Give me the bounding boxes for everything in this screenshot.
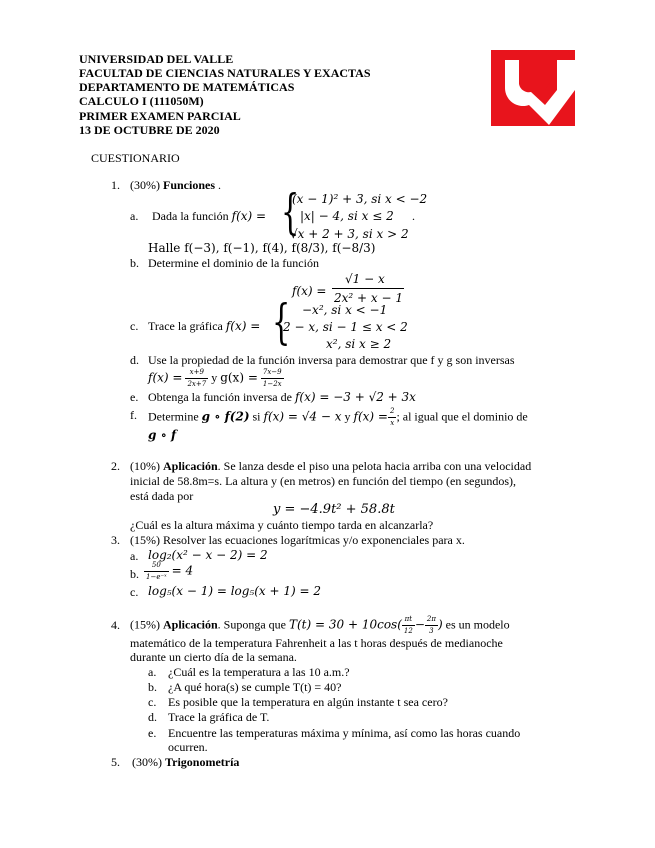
q1b-numerator: √1 − x (345, 272, 385, 286)
q1f-si: si (252, 409, 261, 424)
q1a-case-1: (x − 1)² + 3, si x < −2 (292, 192, 428, 206)
q1a-period: . (412, 209, 415, 223)
q1d-g-num: 7x−9 (261, 367, 284, 379)
q4e-label: e. (148, 726, 157, 740)
q4b-label: b. (148, 680, 157, 694)
q1a-fx: f(x) = (231, 209, 267, 223)
q1b-label: b. (130, 256, 139, 270)
q4-frac2-den: 3 (429, 627, 434, 635)
q1c-fx: f(x) = (225, 319, 261, 333)
q1e-label: e. (130, 390, 139, 404)
q3b-den: 1−e⁻ˣ (146, 573, 167, 581)
q1e-text (148, 390, 416, 404)
q3b-frac (144, 560, 169, 583)
q4c-text: Es posible que la temperatura en algún instante t sea cero? (168, 695, 448, 709)
q1c-case-3: x², si x ≥ 2 (326, 337, 392, 351)
q1-heading (130, 178, 221, 192)
q1d-functions (148, 367, 284, 390)
q4a-text: ¿Cuál es la temperatura a las 10 a.m.? (168, 665, 350, 679)
q4d-text: Trace la gráfica de T. (168, 710, 270, 724)
q4e-text-1: Encuentre las temperaturas máxima y mínima, así como las horas cuando (168, 726, 521, 740)
header-course: CALCULO I (111050M) (79, 94, 204, 108)
q1d-y: y (211, 370, 218, 385)
q2-equation: y = −4.9t² + 58.8t (273, 502, 395, 517)
q1f-domain-expr: g ∘ f (148, 428, 177, 442)
q3-number: 3. (111, 533, 120, 547)
q1d-f-frac (185, 367, 208, 390)
header-date: 13 DE OCTUBRE DE 2020 (79, 123, 220, 137)
q1d-f-num: x+9 (185, 367, 208, 379)
q1-dot: . (218, 178, 222, 192)
q1e-expr: f(x) = −3 + √2 + 3x (294, 390, 416, 404)
header-department: DEPARTAMENTO DE MATEMÁTICAS (79, 80, 295, 94)
q1b-fx: f(x) = (292, 284, 327, 298)
q1f-composition: g ∘ f(2) (201, 409, 250, 424)
q1f-y: y (344, 409, 351, 424)
q1c-label: c. (130, 319, 139, 333)
q1a-prompt: Dada la función (152, 209, 229, 223)
q1d-text: Use la propiedad de la función inversa para demostrar que f y g son inversas (148, 353, 515, 367)
q4-frac1-num: πt (402, 614, 415, 626)
q5-percent: (30%) (132, 755, 162, 769)
q3c-label: c. (130, 585, 139, 599)
q4b-text: ¿A qué hora(s) se cumple T(t) = 40? (168, 680, 342, 694)
q5-title: Trigonometría (165, 755, 240, 769)
q1a-case-2: |x| − 4, si x ≤ 2 (300, 209, 394, 223)
q1d-g-den: 1−2x (262, 380, 282, 388)
q4-close: ) (437, 617, 443, 632)
header-exam: PRIMER EXAMEN PARCIAL (79, 109, 241, 123)
q1e-prompt: Obtenga la función inversa de (148, 390, 292, 404)
q4d-label: d. (148, 710, 157, 724)
q3b-num: 50 (144, 560, 169, 572)
q1f-label: f. (130, 408, 137, 422)
q1f-fx2: f(x) = (353, 409, 388, 424)
q4-frac-1 (402, 614, 415, 637)
q1f-frac-num: 2 (388, 406, 396, 418)
q1f-text (148, 406, 528, 429)
q1d-g: g(x) = (220, 370, 258, 385)
q3a-expr: log₂(x² − x − 2) = 2 (148, 548, 268, 562)
q4-frac1-den: 12 (403, 627, 413, 635)
q4-percent: (15%) (130, 617, 160, 632)
q1a-halle: Halle f(−3), f(−1), f(4), f(8/3), f(−8/3) (148, 241, 376, 255)
q5-number: 5. (111, 755, 120, 769)
q4-line-1 (130, 614, 510, 637)
q2-line-1 (130, 459, 531, 473)
q1c-brace: { (272, 294, 291, 350)
q4-title: Aplicación (163, 617, 218, 632)
q1f-tail: ; al igual que el dominio de (396, 409, 528, 424)
q1f-fx1: f(x) = √4 − x (263, 409, 342, 424)
header-university: UNIVERSIDAD DEL VALLE (79, 52, 234, 66)
q1b-text: Determine el dominio de la función (148, 256, 319, 270)
q1c-prompt: Trace la gráfica (148, 319, 223, 333)
q4-minus: − (414, 617, 425, 632)
q4-line-3: durante un cierto día de la semana. (130, 650, 297, 664)
q4-line-2: matemático de la temperatura Fahrenheit a las t horas después de medianoche (130, 636, 503, 650)
q1a-case-3: √x + 2 + 3, si x > 2 (290, 227, 409, 241)
q1c-case-2: 2 − x, si − 1 ≤ x < 2 (283, 320, 408, 334)
q1d-f-den: 2x+7 (187, 380, 207, 388)
q1d-label: d. (130, 353, 139, 367)
header-faculty: FACULTAD DE CIENCIAS NATURALES Y EXACTAS (79, 66, 371, 80)
q4-model: T(t) = 30 + 10cos( (289, 617, 402, 632)
q4c-label: c. (148, 695, 157, 709)
q4-frac2-num: 2π (425, 614, 438, 626)
q1c-text (148, 319, 260, 333)
q1c-case-1: −x², si x < −1 (302, 303, 388, 317)
q2-question: ¿Cuál es la altura máxima y cuánto tiempo tarda en alcanzarla? (130, 518, 434, 532)
q1-title: Funciones (163, 178, 216, 192)
q4-text-1b: es un modelo (445, 617, 510, 632)
q3b-expr (144, 560, 193, 583)
q2-line-3: está dada por (130, 489, 194, 503)
q1a-label: a. (130, 209, 139, 223)
q3-text: (15%) Resolver las ecuaciones logarítmicas y/o exponenciales para x. (130, 533, 465, 547)
q3a-label: a. (130, 549, 139, 563)
q1b-fraction-bar (332, 288, 404, 289)
q1f-prompt: Determine (148, 409, 199, 424)
q2-text-1: . Se lanza desde el piso una pelota hacia arriba con una velocidad (217, 459, 532, 473)
q4-number: 4. (111, 618, 120, 632)
q4e-text-2: ocurren. (168, 740, 208, 754)
q1d-g-frac (261, 367, 284, 390)
q3c-expr: log₅(x − 1) = log₅(x + 1) = 2 (148, 584, 322, 598)
q3b-rhs: = 4 (171, 563, 194, 578)
q4-text-1a: . Suponga que (217, 617, 286, 632)
q4a-label: a. (148, 665, 157, 679)
q2-number: 2. (111, 459, 120, 473)
q1-percent: (30%) (130, 178, 160, 192)
cuestionario-heading: CUESTIONARIO (91, 151, 180, 165)
q5-heading (132, 755, 239, 769)
q3b-label: b. (130, 567, 139, 581)
q2-percent: (10%) (130, 459, 160, 473)
q1f-frac-den: x (390, 419, 395, 427)
q1b-denominator: 2x² + x − 1 (334, 291, 403, 305)
univalle-logo (491, 50, 575, 126)
q1-number: 1. (111, 178, 120, 192)
q2-title: Aplicación (163, 459, 218, 473)
q1a-text (152, 209, 266, 223)
q2-line-2: inicial de 58.8m=s. La altura y (en metros) en función del tiempo (en segundos), (130, 474, 516, 488)
q1a-brace: { (281, 184, 300, 240)
q1d-f: f(x) = (148, 370, 183, 385)
q4-frac-2 (425, 614, 438, 637)
